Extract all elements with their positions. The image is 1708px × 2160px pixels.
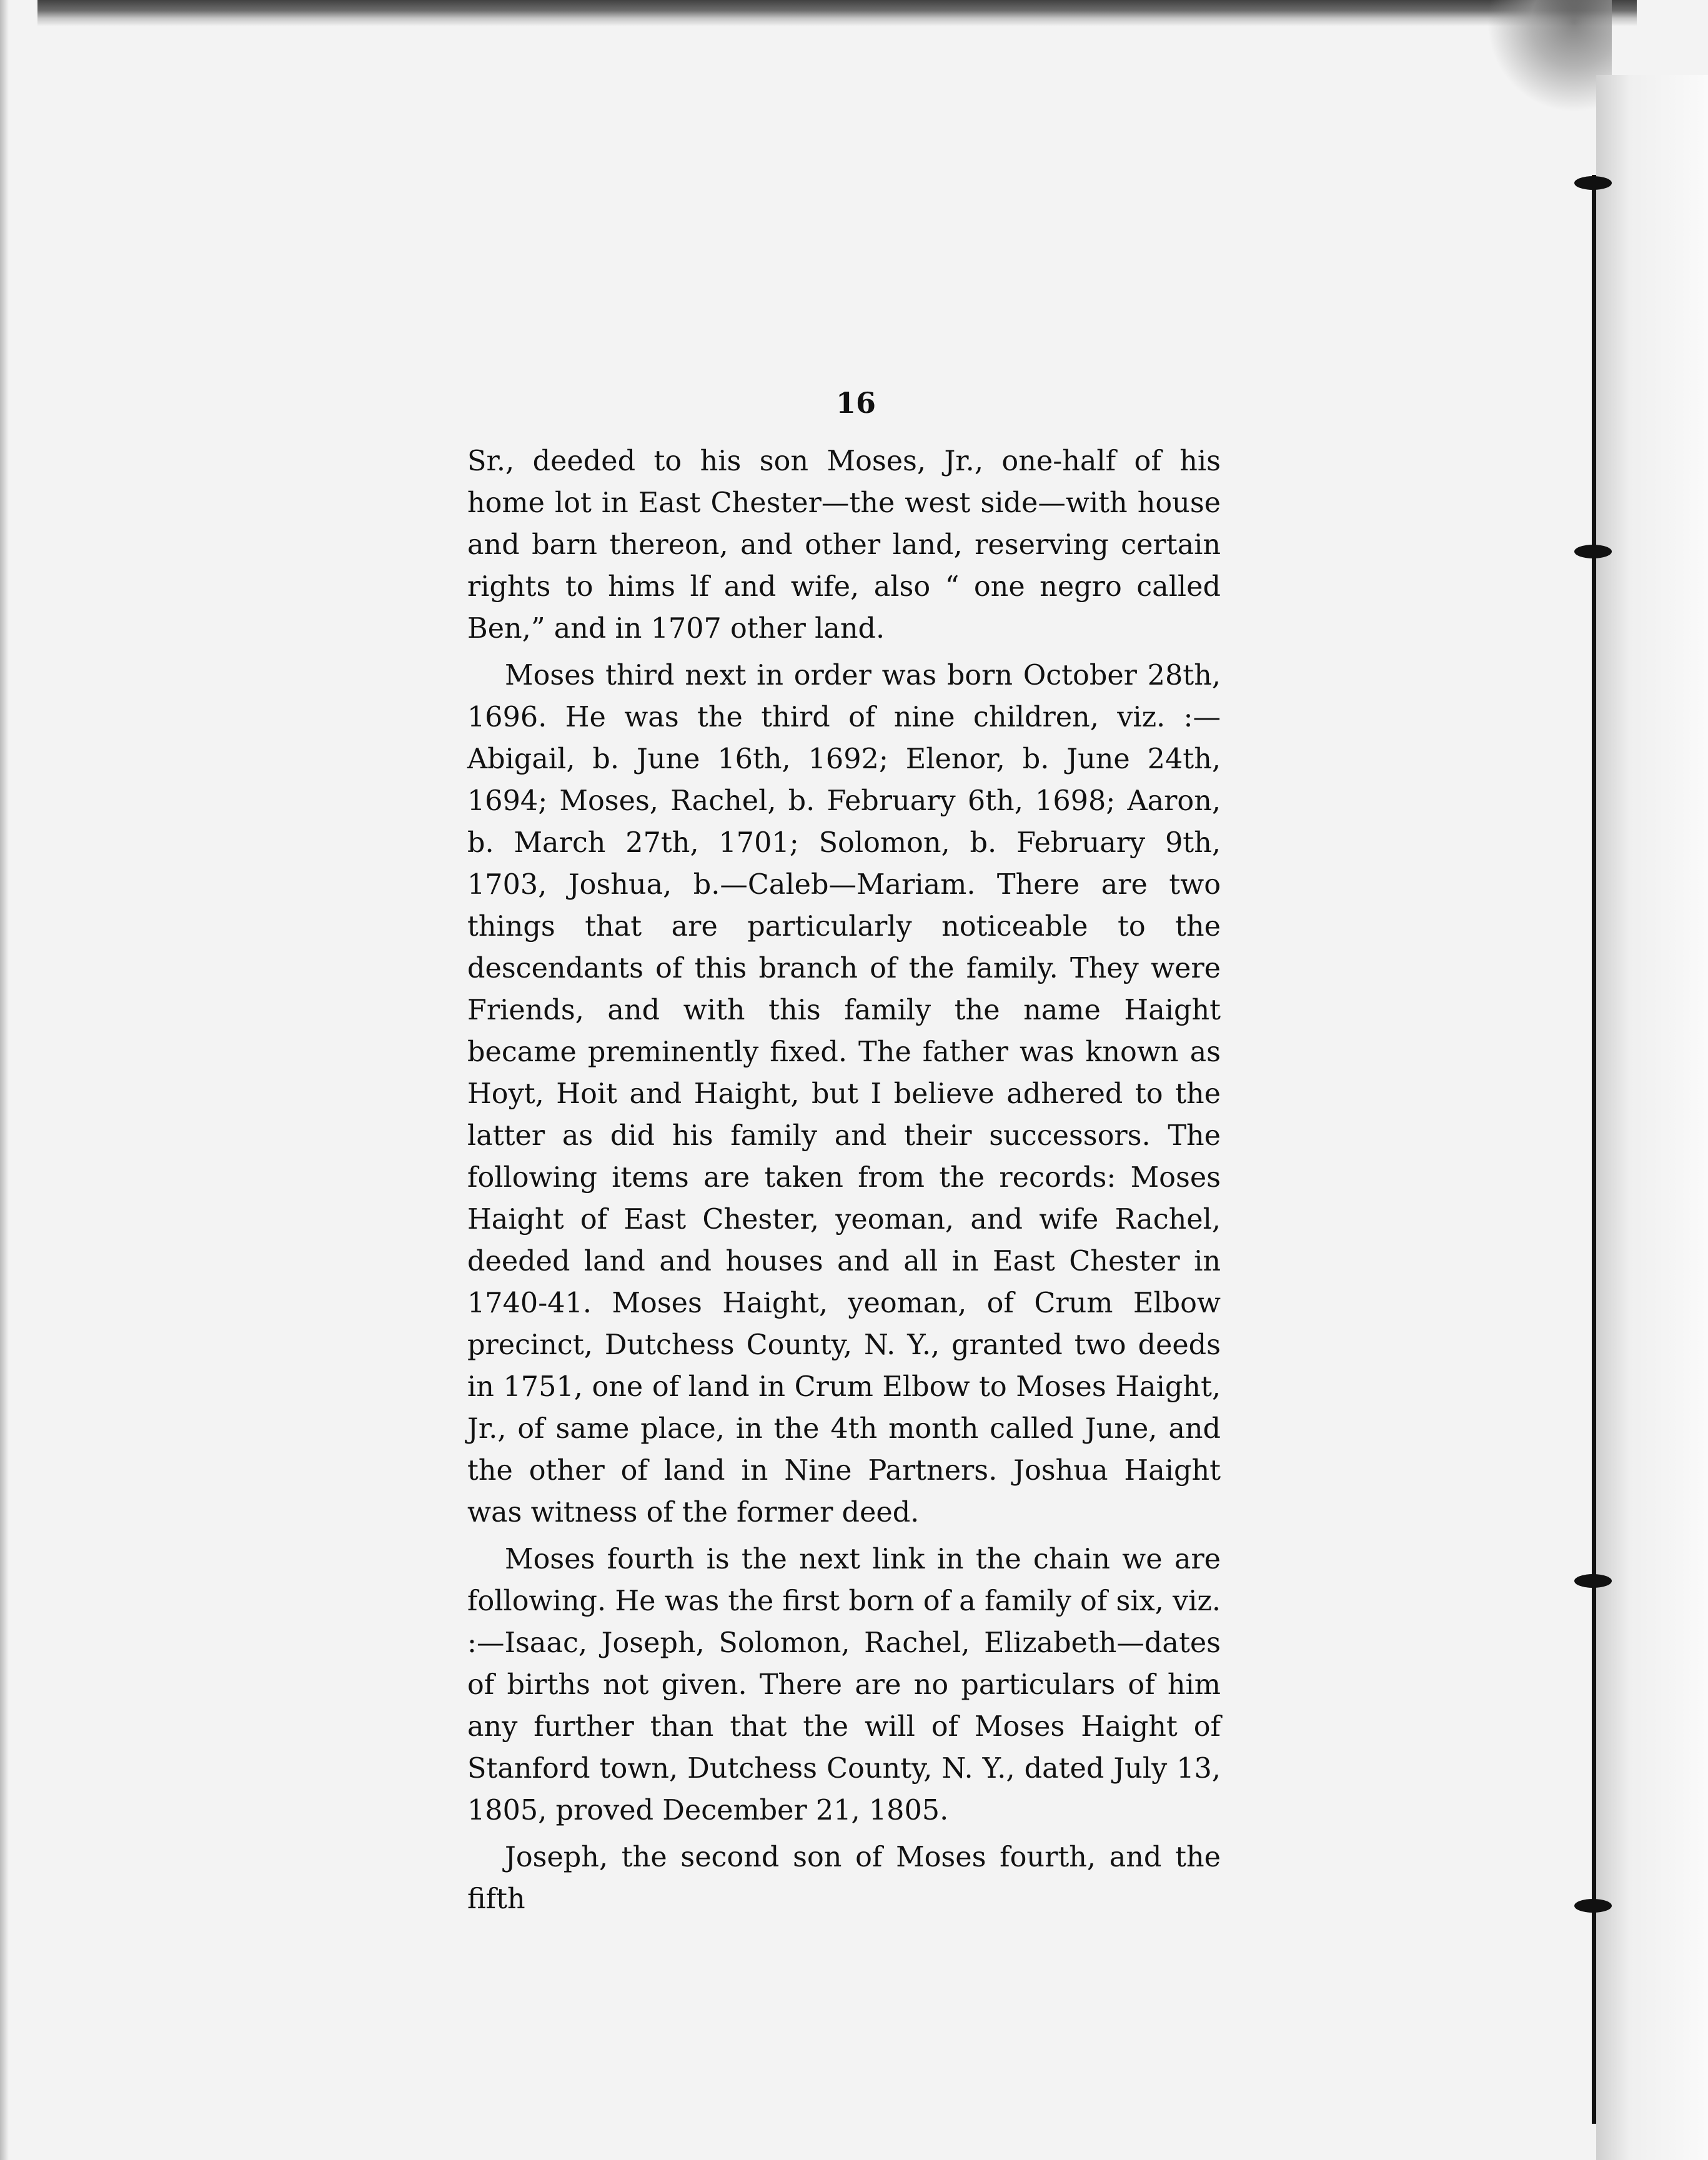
paragraph-4: Joseph, the second son of Moses fourth, and the fifth: [467, 1841, 1221, 1915]
binding-stitch-3: [1574, 1574, 1612, 1588]
paragraph-1: Sr., deeded to his son Moses, Jr., one-half of his home lot in East Chester—the west side—with house and barn thereon, and other land, reserving certain rights to hims lf and wife, also “ one negro called Ben,” and in 1707 other land.: [467, 445, 1221, 645]
left-page-edge: [0, 0, 9, 2160]
page-number: 16: [835, 386, 876, 420]
paragraph-2: Moses third next in order was born October 28th, 1696. He was the third of nine children, viz. :—Abigail, b. June 16th, 1692; Elenor, b. June 24th, 1694; Moses, Rachel, b. February 6th, 1698; Aaron, b. March 27th, 1701; Solomon, b. February 9th, 1703, Joshua, b.—Caleb—Mariam. There are two things that are particularly noticeable to the descendants of this branch of the family. They were Friends, and with this family the name Haight became preminently fixed. The father was known as Hoyt, Hoit and Haight, but I believe adhered to the latter as did his family and their successors. The following items are taken from the records: Moses Haight of East Chester, yeoman, and wife Rachel, deeded land and houses and all in East Chester in 1740-41. Moses Haight, yeoman, of Crum Elbow precinct, Dutchess County, N. Y., granted two deeds in 1751, one of land in Crum Elbow to Moses Haight, Jr., of same place, in the 4th month called June, and the other of land in Nine Partners. Joshua Haight was witness of the former deed.: [467, 660, 1221, 1528]
binding-stitch-2: [1574, 545, 1612, 558]
binding-line: [1592, 175, 1596, 2124]
binding-stitch-4: [1574, 1899, 1612, 1913]
top-torn-edge: [37, 0, 1637, 26]
binding-shadow: [1596, 75, 1708, 2160]
binding-stitch-1: [1574, 176, 1612, 190]
body-text: [467, 440, 1221, 1925]
paragraph-3: Moses fourth is the next link in the chain we are following. He was the first born of a family of six, viz. :—Isaac, Joseph, Solomon, Rachel, Elizabeth—dates of births not given. There are no particulars of him any further than that the will of Moses Haight of Stanford town, Dutchess County, N. Y., dated July 13, 1805, proved December 21, 1805.: [467, 1543, 1221, 1826]
top-right-worn-corner: [1487, 0, 1612, 112]
